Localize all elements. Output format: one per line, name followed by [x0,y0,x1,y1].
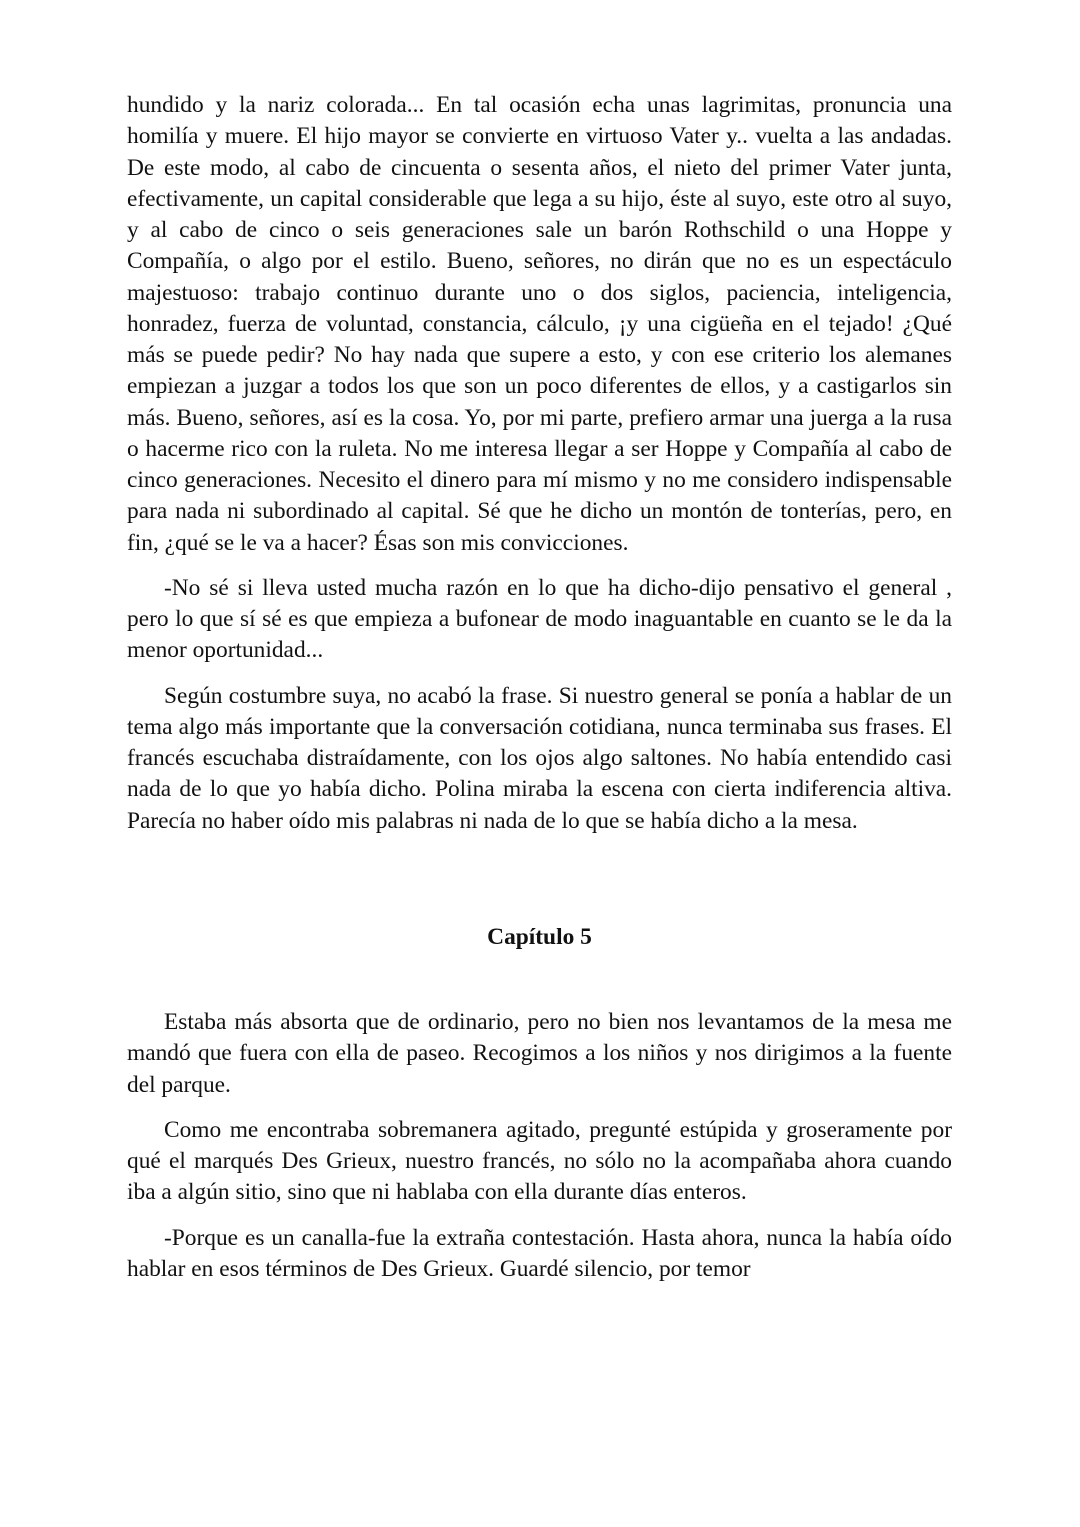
document-page [127,90,952,1285]
paragraph-continuation: hundido y la nariz colorada... En tal ocasión echa unas lagrimitas, pronuncia una homilía y muere. El hijo mayor se convierte en virtuoso Vater y.. vuelta a las andadas. De este modo, al cabo de cincuenta o sesenta años, el nieto del primer Vater junta, efectivamente, un capital considerable que lega a su hijo, éste al suyo, este otro al suyo, y al cabo de cinco o seis generaciones sale un barón Rothschild o una Hoppe y Compañía, o algo por el estilo. Bueno, señores, no dirán que no es un espectáculo majestuoso: trabajo continuo durante uno o dos siglos, paciencia, inteligencia, honradez, fuerza de voluntad, constancia, cálculo, ¡y una cigüeña en el tejado! ¿Qué más se puede pedir? No hay nada que supere a esto, y con ese criterio los alemanes empiezan a juzgar a todos los que son un poco diferentes de ellos, y a castigarlos sin más. Bueno, señores, así es la cosa. Yo, por mi parte, prefiero armar una juerga a la rusa o hacerme rico con la ruleta. No me interesa llegar a ser Hoppe y Compañía al cabo de cinco generaciones. Necesito el dinero para mí mismo y no me considero indispensable para nada ni subordinado al capital. Sé que he dicho un montón de tonterías, pero, en fin, ¿qué se le va a hacer? Ésas son mis convicciones. [127,92,952,556]
chapter-title: Capítulo 5 [487,923,592,950]
paragraph-general-reply: -No sé si lleva usted mucha razón en lo que ha dicho-dijo pensativo el general , pero lo que sí sé es que empieza a bufonear de modo inaguantable en cuanto se le da la menor oportunidad... [127,574,952,664]
paragraph-question: Como me encontraba sobremanera agitado, pregunté estúpida y groseramente por qué el marqués Des Grieux, nuestro francés, no sólo no la acompañaba ahora cuando iba a algún sitio, sino que ni hablaba con ella durante días enteros. [127,1116,952,1206]
paragraph-answer: -Porque es un canalla-fue la extraña contestación. Hasta ahora, nunca la había oído hablar en esos términos de Des Grieux. Guardé silencio, por temor [127,1224,952,1282]
paragraph-chapter-opening: Estaba más absorta que de ordinario, pero no bien nos levantamos de la mesa me mandó que fuera con ella de paseo. Recogimos a los niños y nos dirigimos a la fuente del parque. [127,1009,952,1098]
paragraph-narration: Según costumbre suya, no acabó la frase. Si nuestro general se ponía a hablar de un tema algo más importante que la conversación cotidiana, nunca terminaba sus frases. El francés escuchaba distraídamente, con los ojos algo saltones. No había entendido casi nada de lo que yo había dicho. Polina miraba la escena con cierta indiferencia altiva. Parecía no haber oído mis palabras ni nada de lo que se había dicho a la mesa. [127,682,952,834]
